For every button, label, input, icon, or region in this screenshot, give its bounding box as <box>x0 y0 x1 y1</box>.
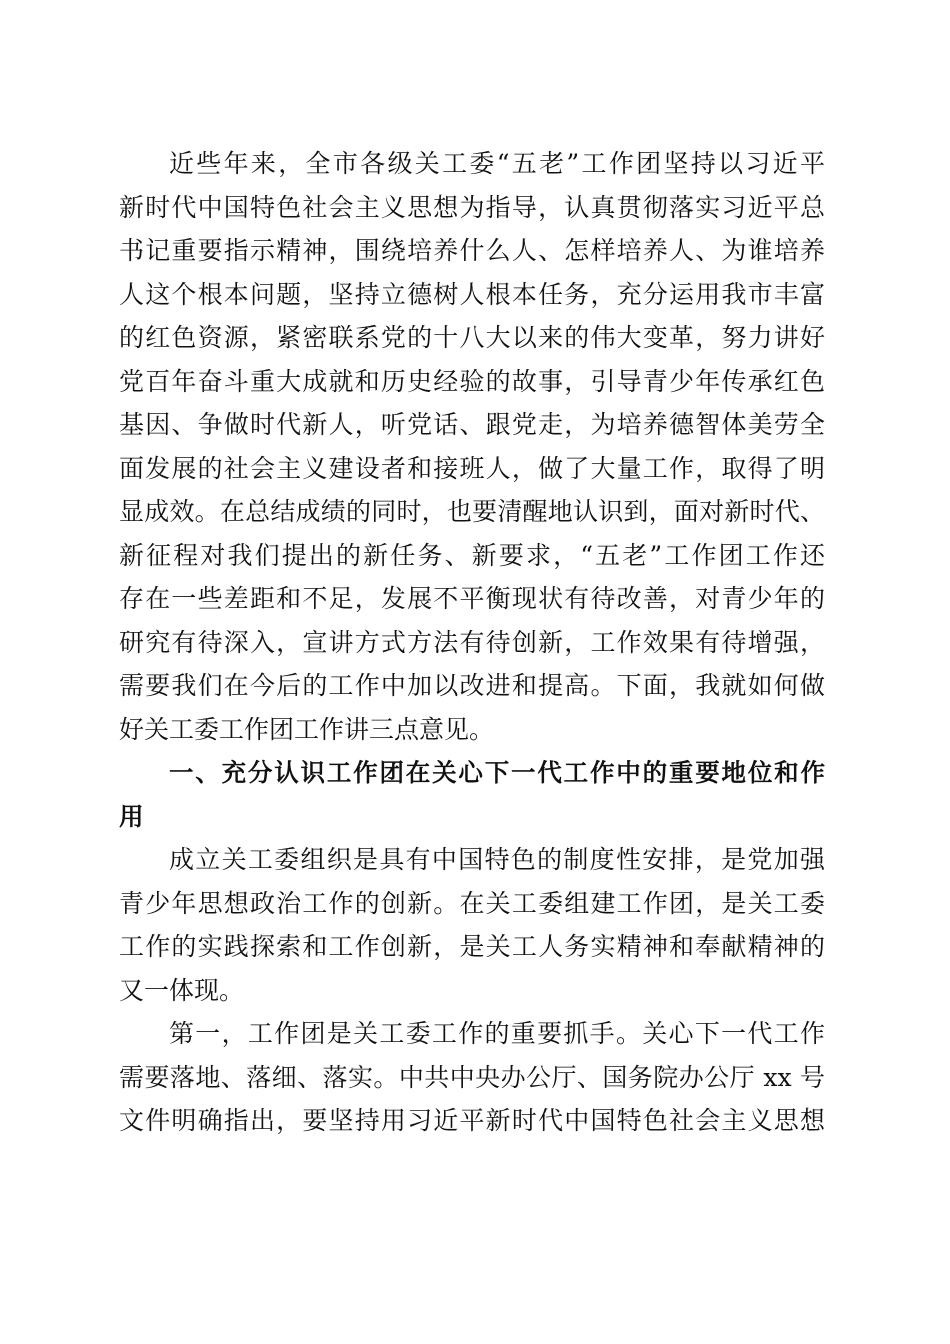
heading-line: 用 <box>119 801 144 831</box>
paragraph-line: 人这个根本问题，坚持立德树人根本任务，充分运用我市丰富 <box>119 279 825 309</box>
paragraph-line: 研究有待深入，宣讲方式方法有待创新，工作效果有待增强， <box>119 627 825 657</box>
paragraph-line: 第一，工作团是关工委工作的重要抓手。关心下一代工作 <box>169 1019 825 1048</box>
paragraph-line: 存在一些差距和不足，发展不平衡现状有待改善，对青少年的 <box>119 584 825 613</box>
section-heading <box>119 751 825 838</box>
paragraph-line: 需要落地、落细、落实。中共中央办公厅、国务院办公厅 xx 号 <box>119 1062 825 1092</box>
intro-paragraph <box>119 142 825 751</box>
paragraph-line: 新时代中国特色社会主义思想为指导，认真贯彻落实习近平总 <box>119 192 825 222</box>
heading-line: 一、充分认识工作团在关心下一代工作中的重要地位和作 <box>169 758 825 787</box>
paragraph-line: 好关工委工作团工作讲三点意见。 <box>119 714 495 744</box>
paragraph-line: 书记重要指示精神，围绕培养什么人、怎样培养人、为谁培养 <box>119 236 825 265</box>
paragraph-line: 文件明确指出，要坚持用习近平新时代中国特色社会主义思想 <box>119 1106 825 1135</box>
paragraph-line: 青少年思想政治工作的创新。在关工委组建工作团，是关工委 <box>119 888 825 918</box>
section-intro-paragraph <box>119 838 825 1012</box>
paragraph-line: 近些年来，全市各级关工委“五老”工作团坚持以习近平 <box>169 149 825 178</box>
paragraph-line: 面发展的社会主义建设者和接班人，做了大量工作，取得了明 <box>119 453 825 483</box>
paragraph-line: 需要我们在今后的工作中加以改进和提高。下面，我就如何做 <box>119 671 825 700</box>
paragraph-line: 又一体现。 <box>119 975 245 1005</box>
point-one-paragraph <box>119 1012 825 1143</box>
paragraph-line: 新征程对我们提出的新任务、新要求，“五老”工作团工作还 <box>119 540 825 570</box>
paragraph-line: 显成效。在总结成绩的同时，也要清醒地认识到，面对新时代、 <box>119 497 825 526</box>
document-body <box>119 142 825 1143</box>
paragraph-line: 党百年奋斗重大成就和历史经验的故事，引导青少年传承红色 <box>119 366 825 396</box>
paragraph-line: 成立关工委组织是具有中国特色的制度性安排，是党加强 <box>169 845 825 874</box>
paragraph-line: 基因、争做时代新人，听党话、跟党走，为培养德智体美劳全 <box>119 410 825 439</box>
paragraph-line: 工作的实践探索和工作创新，是关工人务实精神和奉献精神的 <box>119 932 825 961</box>
paragraph-line: 的红色资源，紧密联系党的十八大以来的伟大变革，努力讲好 <box>119 323 825 352</box>
